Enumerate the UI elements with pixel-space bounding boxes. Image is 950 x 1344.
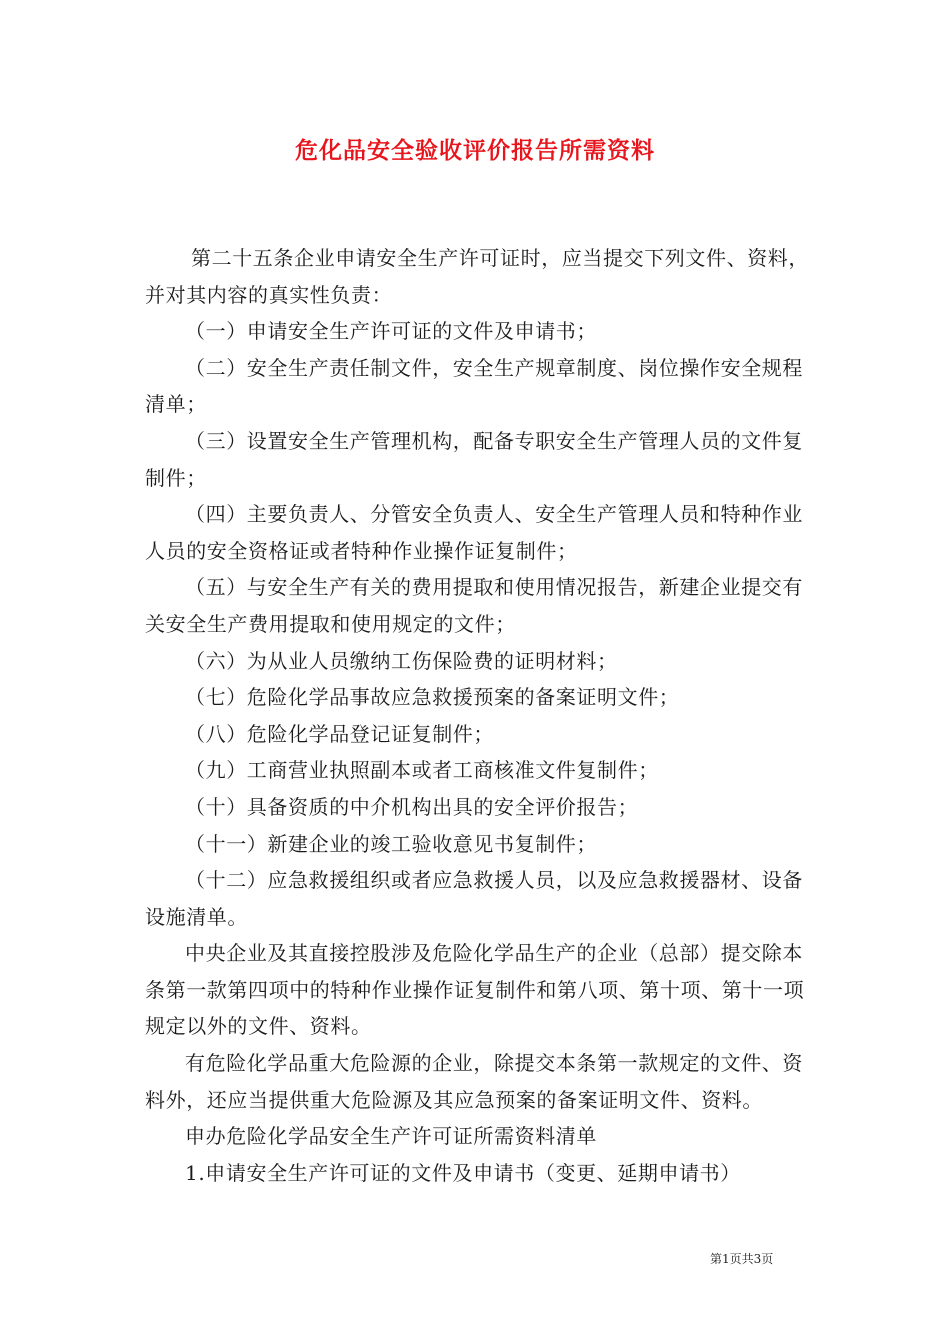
document-title: 危化品安全验收评价报告所需资料 bbox=[295, 138, 655, 164]
list-item-8: （八）危险化学品登记证复制件； bbox=[185, 721, 494, 746]
list-item-5: （五）与安全生产有关的费用提取和使用情况报告，新建企业提交有关安全生产费用提取和使用规定的文件； bbox=[145, 575, 803, 636]
list-item-3: （三）设置安全生产管理机构，配备专职安全生产管理人员的文件复制件； bbox=[145, 428, 803, 490]
section-heading-checklist: 申办危险化学品安全生产许可证所需资料清单 bbox=[185, 1124, 597, 1149]
list-item-6: （六）为从业人员缴纳工伤保险费的证明材料； bbox=[185, 648, 618, 673]
page-number-footer: 第1页共3页 bbox=[710, 1252, 774, 1266]
list-item-1: （一）申请安全生产许可证的文件及申请书； bbox=[185, 319, 597, 344]
list-item-11: （十一）新建企业的竣工验收意见书复制件； bbox=[185, 831, 597, 856]
list-item-9: （九）工商营业执照副本或者工商核准文件复制件； bbox=[185, 758, 659, 783]
paragraph-central-enterprises: 中央企业及其直接控股涉及危险化学品生产的企业（总部）提交除本条第一款第四项中的特种作业操作证复制件和第八项、第十项、第十一项规定以外的文件、资料。 bbox=[145, 941, 805, 1039]
list-item-10: （十）具备资质的中介机构出具的安全评价报告； bbox=[185, 794, 639, 819]
list-item-12: （十二）应急救援组织或者应急救援人员，以及应急救援器材、设备设施清单。 bbox=[145, 868, 803, 929]
paragraph-article-25: 第二十五条企业申请安全生产许可证时，应当提交下列文件、资料，并对其内容的真实性负责： bbox=[145, 246, 809, 307]
paragraph-major-hazard: 有危险化学品重大危险源的企业，除提交本条第一款规定的文件、资料外，还应当提供重大危险源及其应急预案的备案证明文件、资料。 bbox=[145, 1051, 803, 1112]
document-body bbox=[145, 240, 813, 1191]
list-item-2: （二）安全生产责任制文件，安全生产规章制度、岗位操作安全规程清单； bbox=[145, 355, 803, 417]
list-item-4: （四）主要负责人、分管安全负责人、安全生产管理人员和特种作业人员的安全资格证或者特种作业操作证复制件； bbox=[145, 502, 803, 563]
list-item-7: （七）危险化学品事故应急救援预案的备案证明文件； bbox=[185, 685, 680, 710]
checklist-item-1: 1.申请安全生产许可证的文件及申请书（变更、延期申请书） bbox=[185, 1160, 741, 1185]
